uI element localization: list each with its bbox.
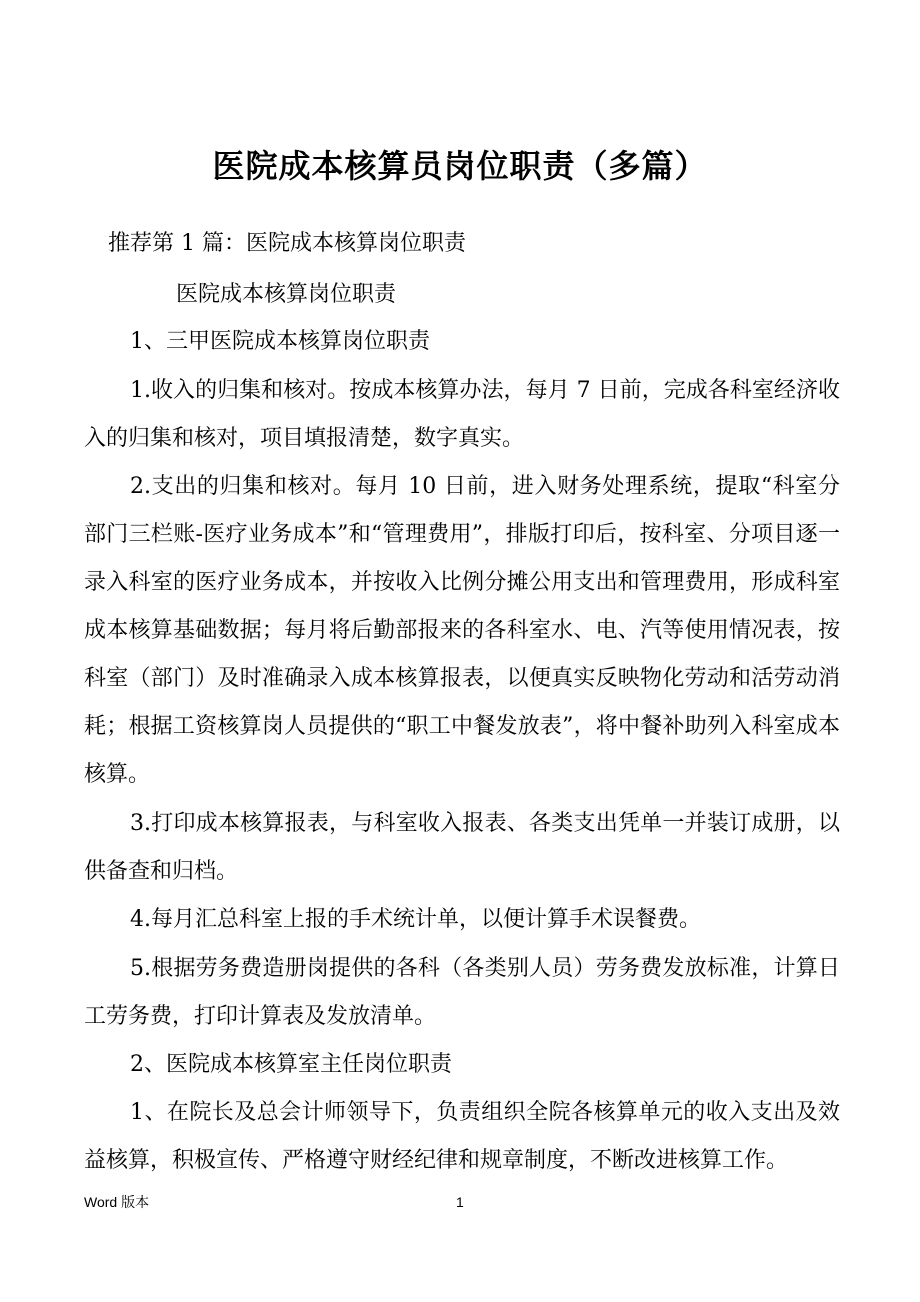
document-title: 医院成本核算员岗位职责（多篇） [212, 147, 708, 185]
section2-heading: 2、医院成本核算室主任岗位职责 [130, 1052, 452, 1077]
paragraph-item4: 4.每月汇总科室上报的手术统计单，以便计算手术误餐费。 [130, 907, 701, 932]
paragraph-item3: 3.打印成本核算报表，与科室收入报表、各类支出凭单一并装订成册，以供备查和归档。 [84, 811, 840, 884]
sub-title: 医院成本核算岗位职责 [176, 282, 397, 307]
paragraph-section2-item1: 1、在院长及总会计师领导下，负责组织全院各核算单元的收入支出及效益核算，积极宣传、严格遵守财经纪律和规章制度，不断改进核算工作。 [84, 1100, 840, 1173]
page-number: 1 [456, 1194, 464, 1210]
section1-heading: 1、三甲医院成本核算岗位职责 [130, 329, 430, 354]
footer-label: Word 版本 [84, 1194, 150, 1210]
paragraph-item2: 2.支出的归集和核对。每月 10 日前，进入财务处理系统，提取“科室分部门三栏账-医疗业务成本”和“管理费用”，排版打印后，按科室、分项目逐一录入科室的医疗业务成本，并按收入比例分摊公用支出和管理费用，形成科室成本核算基础数据；每月将后勤部报来的各科室水、电、汽等使用情况表，按科室（部门）及时准确录入成本核算报表，以便真实反映物化劳动和活劳动消耗；根据工资核算岗人员提供的“职工中餐发放表”，将中餐补助列入科室成本核算。 [84, 474, 840, 787]
paragraph-item1: 1.收入的归集和核对。按成本核算办法，每月 7 日前，完成各科室经济收入的归集和核对，项目填报清楚，数字真实。 [84, 378, 840, 451]
paragraph-item5: 5.根据劳务费造册岗提供的各科（各类别人员）劳务费发放标准，计算日工劳务费，打印计算表及发放清单。 [84, 956, 840, 1029]
recommend-heading: 推荐第 1 篇：医院成本核算岗位职责 [108, 231, 466, 256]
